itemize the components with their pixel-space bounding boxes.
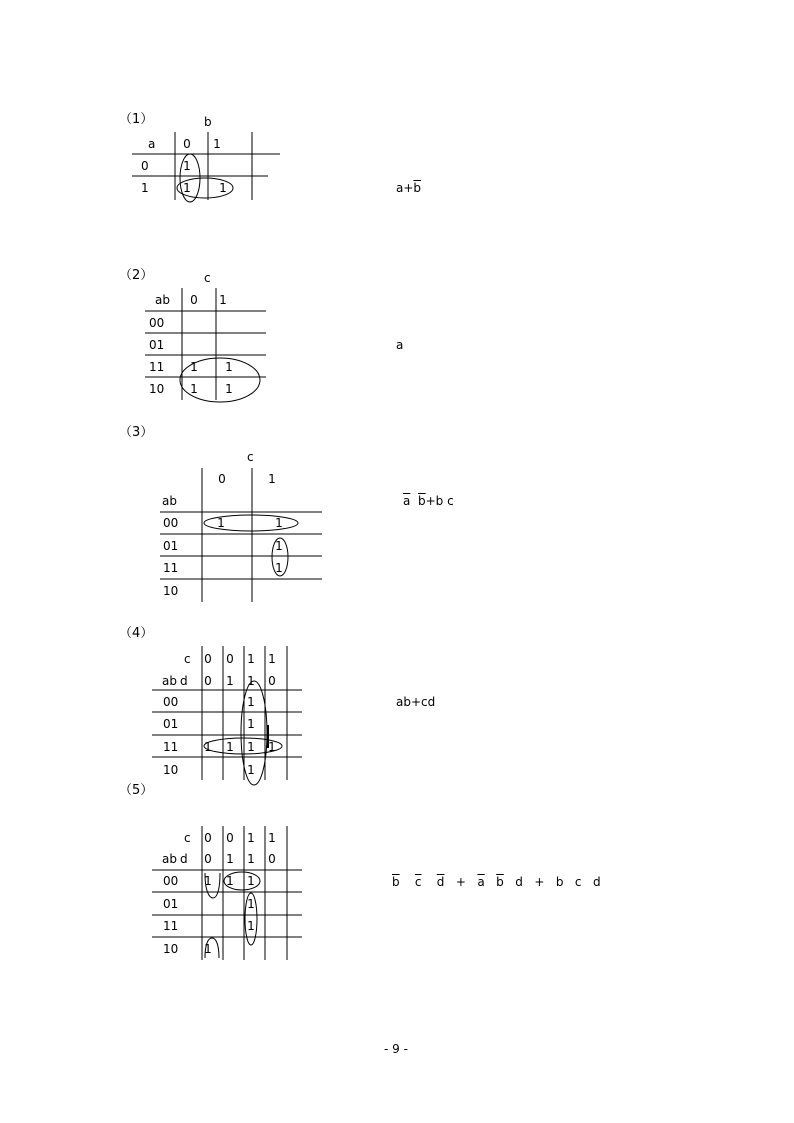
problem-label: （5） (119, 783, 154, 798)
kmap-cell: 1 (190, 360, 198, 374)
kmap-cell: 1 (217, 516, 225, 530)
col-header: 0 (226, 652, 234, 666)
row-variable: ab (162, 674, 177, 688)
col-variable: c (184, 831, 191, 845)
kmap-3-grid (160, 468, 322, 602)
kmap-cell: 1 (268, 740, 276, 754)
col-header: 0 (204, 852, 212, 866)
row-variable: a (148, 137, 156, 151)
col-header: 0 (204, 674, 212, 688)
col-header: 0 (204, 831, 212, 845)
col-header: 1 (213, 137, 221, 151)
kmap-cell: 1 (204, 874, 212, 888)
answer-expression: ab+cd (396, 695, 436, 709)
answer-expression: a (396, 338, 404, 352)
row-variable: ab (155, 293, 170, 307)
page-number: - 9 - (384, 1042, 408, 1056)
row-header: 0 (141, 159, 149, 173)
row-header: 10 (149, 382, 165, 396)
col-header: 0 (204, 652, 212, 666)
row-header: 10 (163, 763, 179, 777)
row-header: 11 (163, 561, 179, 575)
answer-expression: $\overline{b}$ $\overline{c}$ $\overline{d}$ + $\overline{a}$ $\overline{b}$ d + b c d (392, 875, 601, 889)
answer-expression: $a+\overline{b}$ (396, 181, 422, 195)
col-header: 1 (226, 674, 234, 688)
kmap-cell: 1 (275, 516, 283, 530)
kmap-cell: 1 (226, 874, 234, 888)
col-header: 0 (226, 831, 234, 845)
problem-label: （2） (119, 268, 154, 283)
kmap-cell: 1 (247, 717, 255, 731)
row-header: 10 (163, 942, 179, 956)
col-header: 1 (247, 852, 255, 866)
kmap-cell: 1 (204, 740, 212, 754)
row-header: 00 (163, 516, 179, 530)
col-variable: b (204, 115, 212, 129)
problem-label: （3） (119, 425, 154, 440)
col-header: 1 (247, 831, 255, 845)
row-header: 10 (163, 584, 179, 598)
col-header: 1 (247, 652, 255, 666)
row-variable: ab (162, 852, 177, 866)
col-variable: c (204, 271, 211, 285)
col-variable: d (180, 852, 188, 866)
col-header: 1 (268, 652, 276, 666)
answer-expression: $\overline{a}$ $\overline{b}+b$ c (403, 494, 454, 508)
col-header: 0 (268, 852, 276, 866)
row-header: 00 (149, 316, 165, 330)
col-header: 1 (247, 674, 255, 688)
col-header: 1 (226, 852, 234, 866)
row-header: 01 (163, 717, 179, 731)
col-header: 0 (268, 674, 276, 688)
row-header: 00 (163, 695, 179, 709)
row-header: 11 (149, 360, 165, 374)
col-variable: d (180, 674, 188, 688)
kmap-cell: 1 (247, 919, 255, 933)
kmap-cell: 1 (190, 382, 198, 396)
kmap-cell: 1 (183, 181, 191, 195)
kmap-cell: 1 (183, 159, 191, 173)
kmap-cell: 1 (275, 539, 283, 553)
kmap-cell: 1 (247, 763, 255, 777)
col-variable: c (184, 652, 191, 666)
kmap-cell: 1 (247, 740, 255, 754)
col-header: 1 (268, 472, 276, 486)
col-header: 0 (190, 293, 198, 307)
row-variable: ab (162, 494, 177, 508)
kmap-cell: 1 (247, 897, 255, 911)
kmap-cell: 1 (225, 360, 233, 374)
kmap-cell: 1 (275, 561, 283, 575)
row-header: 1 (141, 181, 149, 195)
row-header: 01 (163, 897, 179, 911)
kmap-4-grid (152, 646, 302, 780)
col-header: 0 (218, 472, 226, 486)
row-header: 00 (163, 874, 179, 888)
row-header: 01 (149, 338, 165, 352)
kmap-cell: 1 (226, 740, 234, 754)
col-header: 1 (268, 831, 276, 845)
problem-label: （4） (119, 626, 154, 641)
kmap-cell: 1 (225, 382, 233, 396)
kmap-cell: 1 (247, 874, 255, 888)
col-header: 1 (219, 293, 227, 307)
kmap-cell: 1 (219, 181, 227, 195)
kmap-5-grid (152, 826, 302, 960)
col-variable: c (247, 450, 254, 464)
row-header: 11 (163, 919, 179, 933)
col-header: 0 (183, 137, 191, 151)
row-header: 01 (163, 539, 179, 553)
kmap-cell: 1 (204, 942, 212, 956)
problem-label: （1） (119, 112, 154, 127)
kmap-cell: 1 (247, 695, 255, 709)
row-header: 11 (163, 740, 179, 754)
